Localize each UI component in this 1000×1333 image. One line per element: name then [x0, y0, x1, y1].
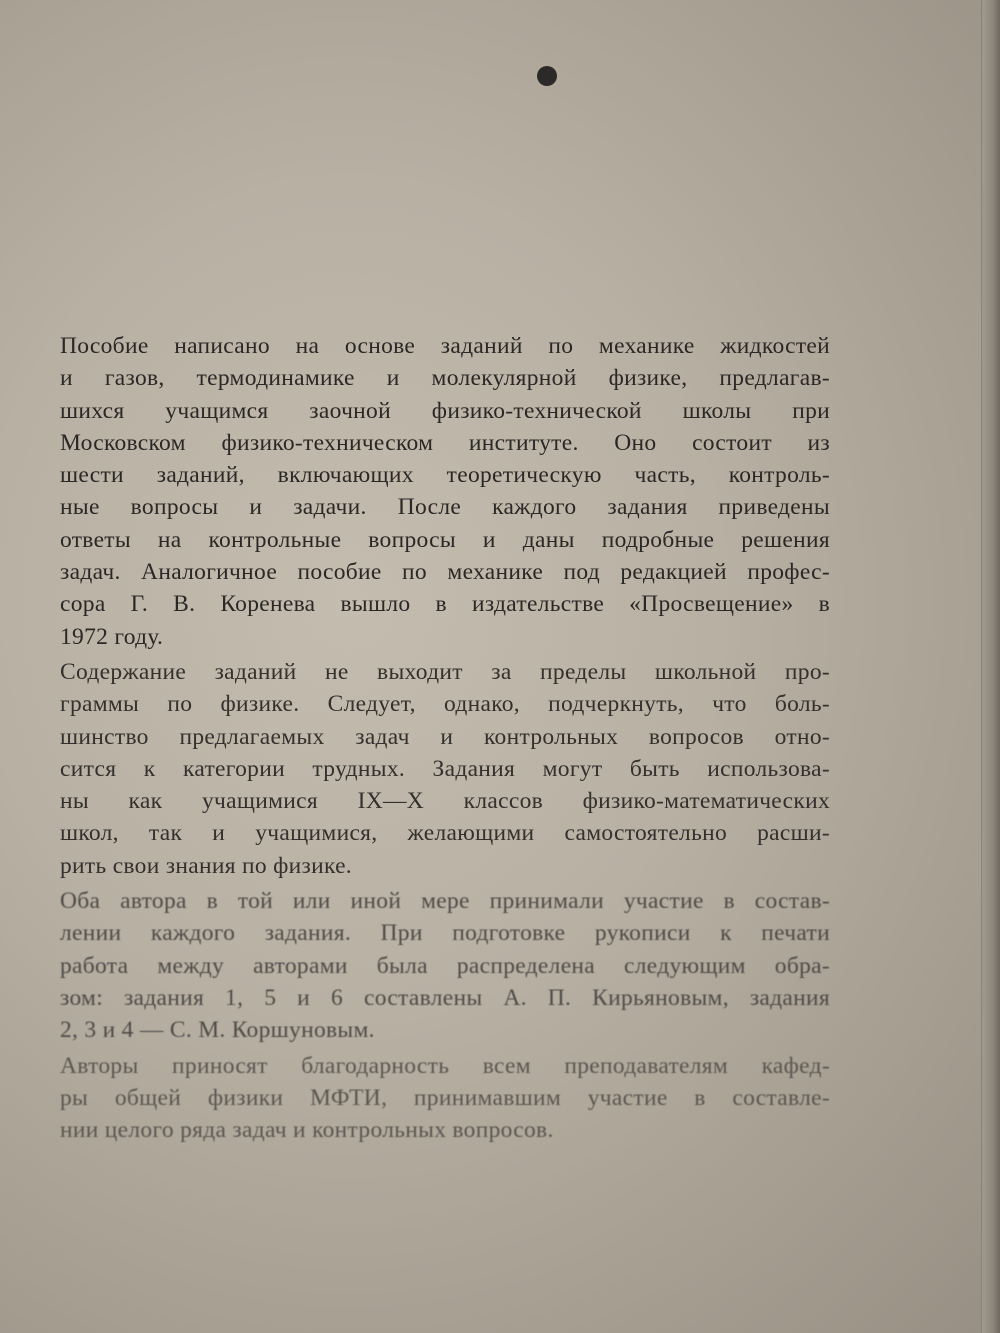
text-line: Авторы приносят благодарность всем преподавателям кафед-	[60, 1052, 830, 1079]
text-line: ры общей физики МФТИ, принимавшим участие в составле-	[60, 1084, 830, 1111]
text-line: Оба автора в той или иной мере принимали участие в состав-	[60, 888, 830, 915]
ornament-dot	[537, 66, 557, 86]
text-line: шихся учащимся заочной физико-технической школы при	[60, 397, 830, 424]
preface-text	[60, 330, 830, 1146]
text-line: нии целого ряда задач и контрольных вопросов.	[60, 1117, 554, 1144]
text-line: шести заданий, включающих теоретическую часть, контроль-	[60, 462, 830, 489]
text-line: Содержание заданий не выходит за пределы школьной про-	[60, 658, 830, 685]
text-line: граммы по физике. Следует, однако, подчеркнуть, что боль-	[60, 691, 830, 718]
text-line: Московском физико-техническом институте. Оно состоит из	[60, 429, 830, 456]
text-line: школ, так и учащимися, желающими самостоятельно расши-	[60, 820, 830, 847]
paragraph-4	[60, 1050, 830, 1147]
paragraph-1	[60, 330, 830, 653]
text-line: 1972 году.	[60, 623, 164, 650]
text-line: Пособие написано на основе заданий по механике жидкостей	[60, 333, 830, 359]
text-line: ны как учащимися IX—X классов физико-математических	[60, 788, 830, 815]
text-line: лении каждого задания. При подготовке рукописи к печати	[60, 920, 830, 947]
paragraph-2	[60, 656, 830, 882]
text-line: работа между авторами была распределена следующим обра-	[60, 952, 830, 979]
text-line: ответы на контрольные вопросы и даны подробные решения	[60, 526, 830, 553]
text-line: сора Г. В. Коренева вышло в издательстве «Просвещение» в	[60, 591, 830, 618]
text-line: 2, 3 и 4 — С. М. Коршуновым.	[60, 1017, 375, 1044]
text-line: и газов, термодинамике и молекулярной физике, предлагав-	[60, 365, 830, 392]
text-line: шинство предлагаемых задач и контрольных вопросов отно-	[60, 723, 830, 750]
page-edge	[982, 0, 1000, 1333]
paragraph-3	[60, 885, 830, 1046]
text-line: зом: задания 1, 5 и 6 составлены А. П. Кирьяновым, задания	[60, 984, 830, 1011]
text-line: сится к категории трудных. Задания могут быть использова-	[60, 755, 830, 782]
text-line: рить свои знания по физике.	[60, 852, 352, 879]
text-line: ные вопросы и задачи. После каждого задания приведены	[60, 494, 830, 521]
text-line: задач. Аналогичное пособие по механике под редакцией профес-	[60, 559, 830, 586]
